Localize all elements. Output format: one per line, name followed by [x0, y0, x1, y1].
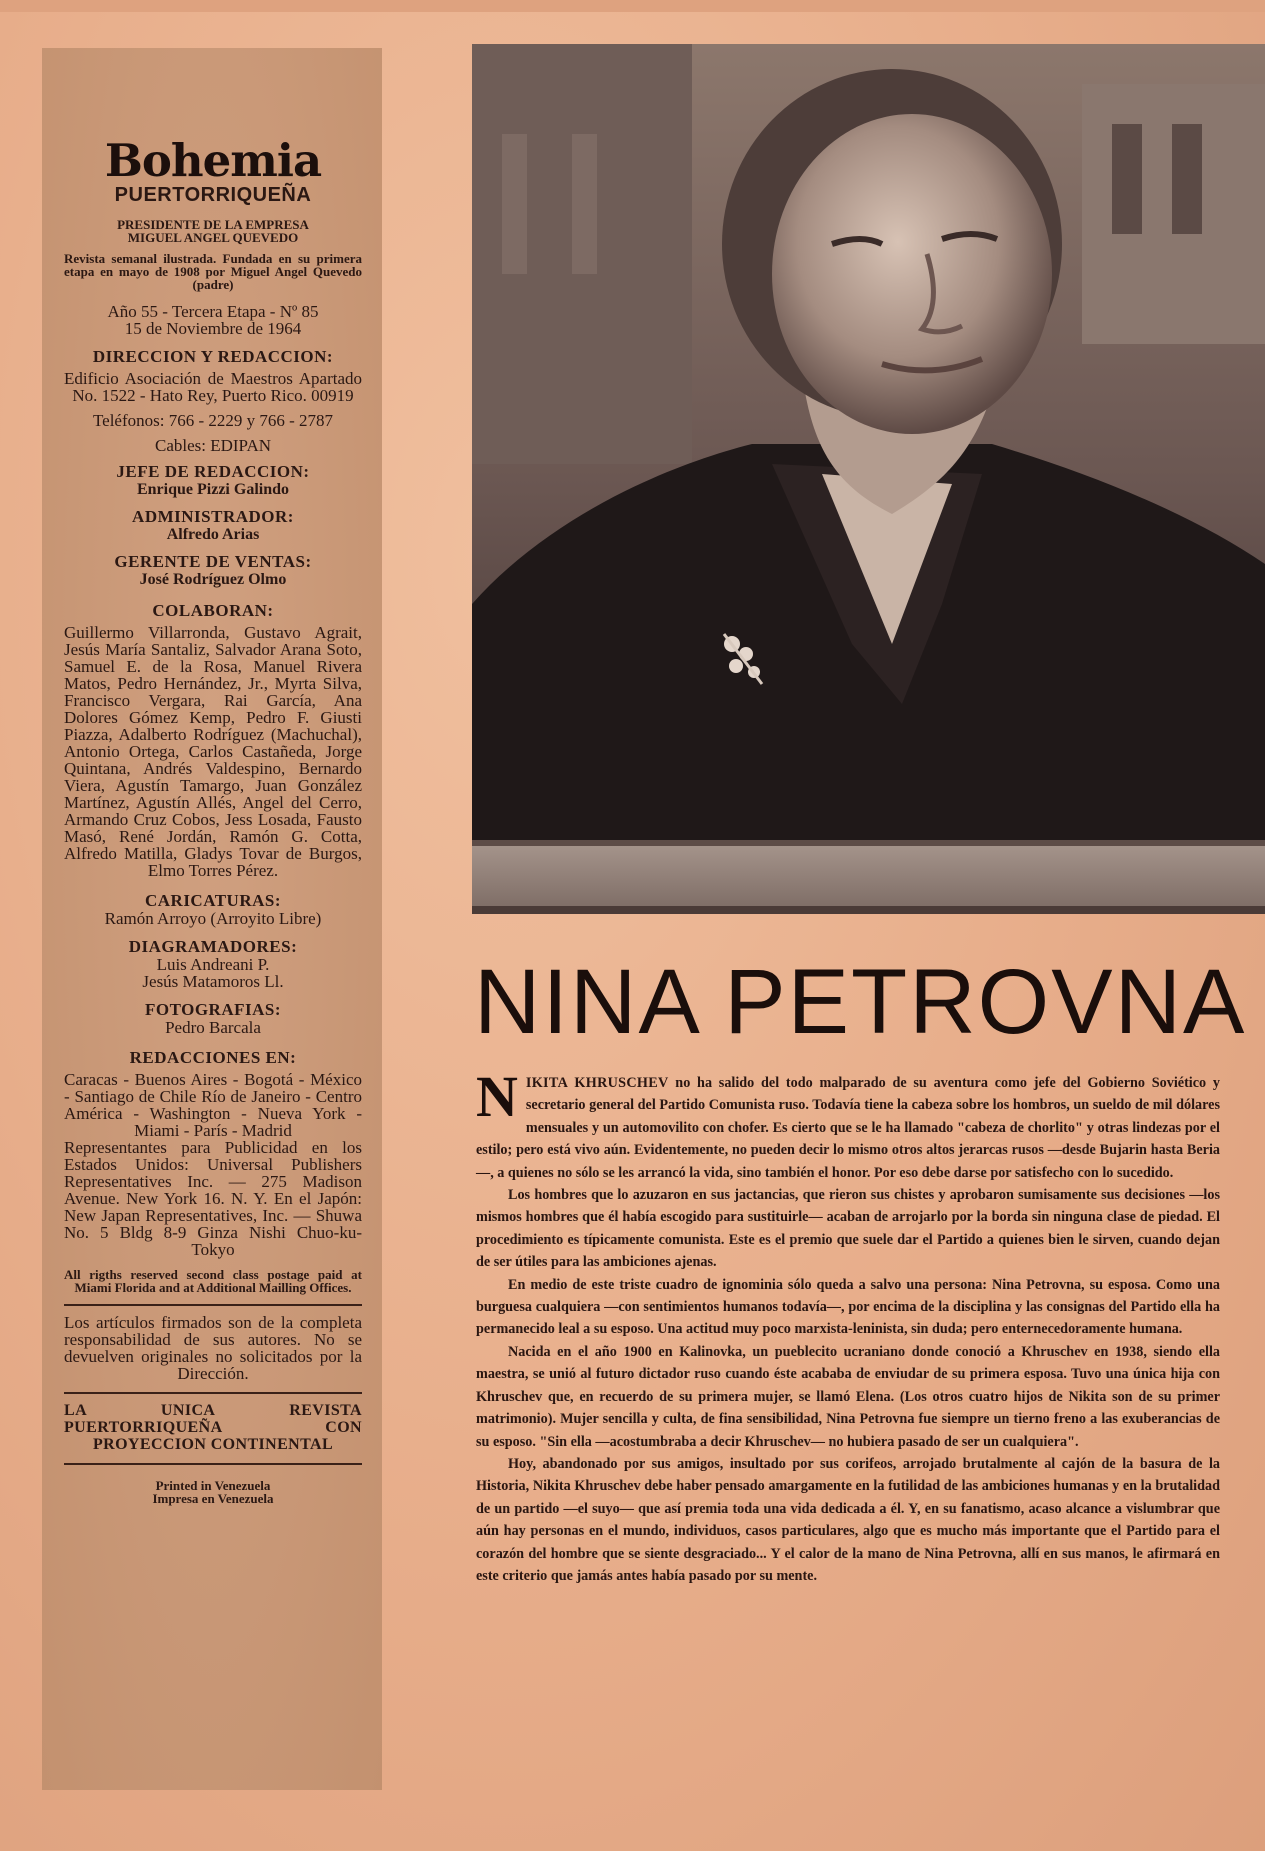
article-body: [476, 1064, 1220, 1587]
portrait-photo: [472, 44, 1265, 914]
caricaturas-name: Ramón Arroyo (Arroyito Libre): [104, 909, 322, 928]
article-paragraph: Hoy, abandonado por sus amigos, insultado por sus corifeos, arrojado brutalmente al cajón de la basura de la Historia, Nikita Khruschev debe haber pensado amargamente en la futilidad de las ambiciones humanas y en la brutalidad de un partido —el suyo— que así premia toda una vida dedicada a él. Y, en su fanatismo, acaso alcance a vislumbrar que aún hay personas en el mundo, individuos, casos particulares, algo que es mucho más importante que el Partido para el corazón del hombre que se siente desgraciado... Y el calor de la mano de Nina Petrovna, allí en sus manos, le afirmará en este criterio que jamás antes había pasado por su mente.: [476, 1455, 1220, 1584]
admin-name: Alfredo Arias: [166, 526, 260, 543]
direccion-heading: DIRECCION Y REDACCION:: [92, 347, 334, 366]
jefe-name: Enrique Pizzi Galindo: [136, 481, 289, 498]
article-paragraph: [476, 1064, 1220, 1184]
article-paragraph: Nacida en el año 1900 en Kalinovka, un pueblecito ucraniano donde conoció a Khruschev en 1938, siendo ella maestra, se unió al futuro dictador ruso cuando éste acababa de enviudar de su primera esposa. Tuvo una única hija con Khruschev que, en recuerdo de su primera mujer, se llamó Elena. (Los otros cuatro hijos de Nikita son de su primer matrimonio). Mujer sencilla y culta, de fina sensibilidad, Nina Petrovna fue siempre un tierno freno a las exuberancias de su esposo. "Sin ella —acostumbraba a decir Khruschev— no hubiera pasado de ser un cualquiera".: [476, 1343, 1220, 1450]
colaboran-heading: COLABORAN:: [152, 601, 274, 620]
portrait-illustration: [472, 44, 1265, 914]
article-title: NINA PETROVNA: [474, 951, 1247, 1053]
fotografias-name: Pedro Barcala: [165, 1018, 261, 1037]
magazine-logo: Bohemia: [104, 134, 322, 187]
diagramadores-name-1: Luis Andreani P.: [156, 955, 270, 974]
masthead-column: [42, 48, 382, 1790]
redacciones-list: Caracas - Buenos Aires - Bogotá - México - Santiago de Chile Río de Janeiro - Centro América - Washington - Nueva York - Miami - París - Madrid: [64, 1070, 362, 1140]
gerente-heading: GERENTE DE VENTAS:: [114, 552, 312, 571]
president-label: PRESIDENTE DE LA EMPRESA: [117, 217, 309, 232]
rights-notice: All rigths reserved second class postage paid at Miami Florida and at Additional Mailling Offices.: [64, 1267, 362, 1295]
fotografias-heading: FOTOGRAFIAS:: [144, 1000, 282, 1019]
colaboran-list: Guillermo Villarronda, Gustavo Agrait, Jesús María Santaliz, Salvador Arana Soto, Samuel E. de la Rosa, Manuel Rivera Matos, Pedro Hernández, Jr., Myrta Silva, Francisco Vergara, Rai García, Ana Dolores Gómez Kemp, Pedro F. Giusti Piazza, Adalberto Rodríguez (Machuchal), Antonio Ortega, Carlos Castañeda, Jorge Quintana, Andrés Valdespino, Bernardo Viera, Agustín Tamargo, Juan González Martínez, Agustín Allés, Angel del Cerro, Armando Cruz Cobos, Jess Losada, Fausto Masó, René Jordán, Ramón G. Cotta, Alfredo Matilla, Gladys Tovar de Burgos, Elmo Torres Pérez.: [64, 623, 362, 880]
jefe-heading: JEFE DE REDACCION:: [116, 462, 310, 481]
representantes: Representantes para Publicidad en los Estados Unidos: Universal Publishers Representatives Inc. — 275 Madison Avenue. New York 16. N. Y. En el Japón: New Japan Representatives, Inc. — Shuwa No. 5 Bldg 8-9 Ginza Nishi Chuo-ku-Tokyo: [64, 1138, 362, 1259]
diagramadores-name-2: Jesús Matamoros Ll.: [142, 972, 284, 991]
caricaturas-heading: CARICATURAS:: [144, 891, 282, 910]
page-edge: [0, 0, 1265, 12]
issue-date: 15 de Noviembre de 1964: [124, 319, 302, 338]
president-name: MIGUEL ANGEL QUEVEDO: [127, 230, 299, 245]
gerente-name: José Rodríguez Olmo: [139, 571, 287, 588]
disclaimer: Los artículos firmados son de la completa responsabilidad de sus autores. No se devuelven originales no solicitados por la Dirección.: [64, 1313, 362, 1383]
divider: [64, 1304, 362, 1306]
admin-heading: ADMINISTRADOR:: [132, 507, 294, 526]
printed-in-es: Impresa en Venezuela: [152, 1491, 274, 1506]
printed-in: Printed in Venezuela: [155, 1478, 271, 1493]
divider: [64, 1463, 362, 1465]
article-paragraph: En medio de este triste cuadro de ignominia sólo queda a salvo una persona: Nina Petrovna, su esposa. Como una burguesa cualquiera —con sentimientos humanos todavía—, por encima de la disciplina y las consignas del Partido ella ha permanecido leal a su esposo. Una actitud muy poco marxista-leninista, sin duda; pero enternecedoramente humana.: [476, 1276, 1220, 1338]
issue-number: Año 55 - Tercera Etapa - Nº 85: [107, 302, 319, 321]
drop-cap: N: [476, 1064, 518, 1129]
lead-in: IKITA KHRUSCHEV: [525, 1075, 669, 1091]
magazine-logo-subtitle: PUERTORRIQUEÑA: [114, 184, 312, 206]
slogan: LA UNICA REVISTA PUERTORRIQUEÑA CON PROYECCION CONTINENTAL: [64, 1402, 362, 1453]
paragraph-text: no ha salido del todo malparado de su aventura como jefe del Gobierno Soviético y secretario general del Partido Comunista ruso. Todavía tiene la cabeza sobre los hombros, un sueldo de mil dólares mensuales y un automovilito con chofer. Es cierto que se le ha llamado "cabeza de chorlito" y otras lindezas por el estilo; pero está vivo aún. Evidentemente, no pueden decir lo mismo otros altos jerarcas rusos —desde Bujarin hasta Beria—, a quienes no sólo se les arrancó la vida, sino también el honor. Por eso debe darse por satisfecho con lo sucedido.: [476, 1075, 1220, 1181]
cables: Cables: EDIPAN: [154, 436, 271, 455]
article-paragraph: Los hombres que lo azuzaron en sus jactancias, que rieron sus chistes y aprobaron sumisamente sus decisiones —los mismos hombres que él había escogido para sustituirle— acaban de arrojarlo por la borda sin ninguna clase de piedad. El procedimiento es típicamente comunista. Este es el premio que suele dar el Partido a quienes bien le sirven, cuando dejan de ser útiles para las ambiciones ajenas.: [476, 1187, 1220, 1271]
founded-note: Revista semanal ilustrada. Fundada en su primera etapa en mayo de 1908 por Miguel Angel Quevedo (padre): [64, 251, 362, 292]
telephones: Teléfonos: 766 - 2229 y 766 - 2787: [92, 411, 334, 430]
direccion-address: Edificio Asociación de Maestros Apartado No. 1522 - Hato Rey, Puerto Rico. 00919: [64, 369, 362, 405]
divider: [64, 1392, 362, 1394]
redacciones-heading: REDACCIONES EN:: [129, 1048, 297, 1067]
diagramadores-heading: DIAGRAMADORES:: [128, 937, 298, 956]
